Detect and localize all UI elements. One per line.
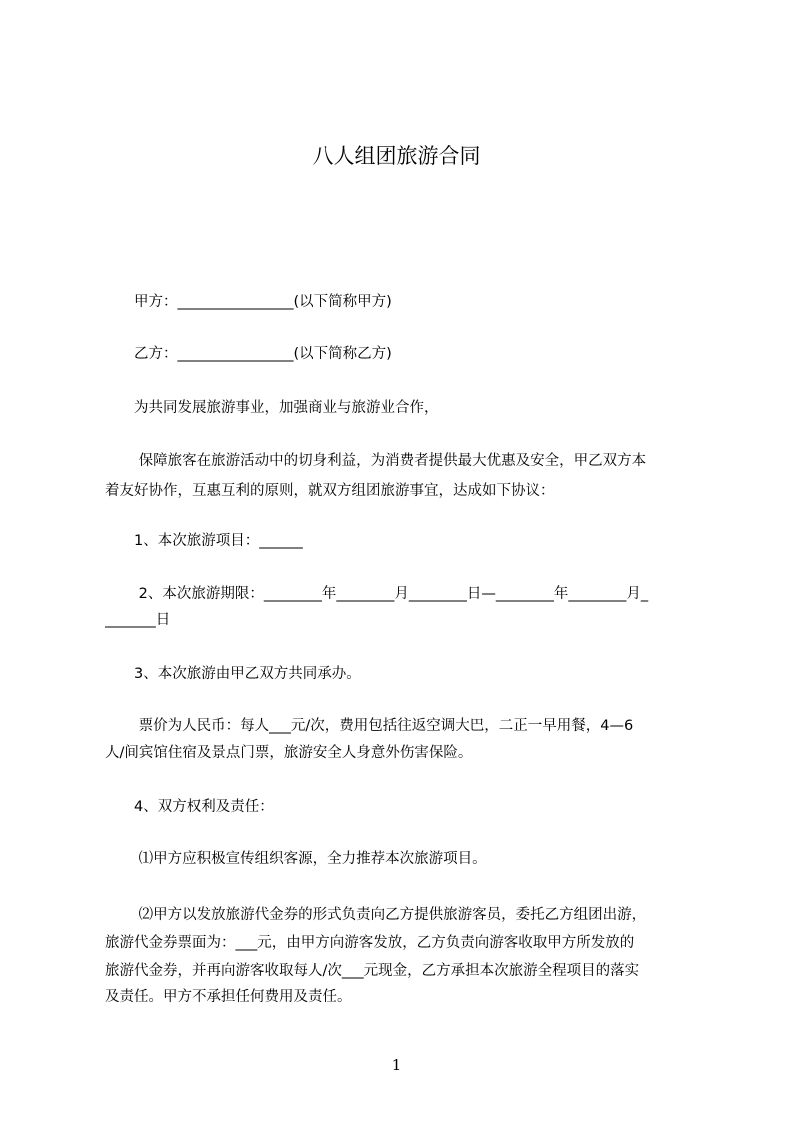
purpose-paragraph-line-2: 着友好协作，互惠互利的原则，就双方组团旅游事宜，达成如下协议： <box>105 483 555 499</box>
purpose-paragraph-line-1: 保障旅客在旅游活动中的切身利益，为消费者提供最大优惠及安全，甲乙双方本 <box>105 453 647 469</box>
clause-4-heading: 4、双方权利及责任： <box>105 799 274 815</box>
clause-4-item-2-line-2: 旅游代金券票面为：___元，由甲方向游客发放，乙方负责向游客收取甲方所发放的 <box>105 935 635 951</box>
clause-4-item-2-line-1: ⑵甲方以发放旅游代金券的形式负责向乙方提供旅游客员，委托乙方组团出游， <box>105 907 647 923</box>
price-paragraph-line-1: 票价为人民币：每人___元/次，费用包括往返空调大巴，二正一早用餐，4—6 <box>105 718 634 734</box>
clause-2-line-1: 2、本次旅游期限：________年________月________日—________年________月_ <box>105 586 649 602</box>
clause-4-item-1: ⑴甲方应积极宣传组织客源，全力推荐本次旅游项目。 <box>105 851 487 867</box>
clause-3-line: 3、本次旅游由甲乙双方共同承办。 <box>105 666 361 682</box>
clause-4-item-2-line-3: 旅游代金券，并再向游客收取每人/次___元现金，乙方承担本次旅游全程项目的落实 <box>105 963 640 979</box>
clause-1-line: 1、本次旅游项目：______ <box>105 533 303 549</box>
document-title: 八人组团旅游合同 <box>312 144 481 168</box>
clause-2-line-2: _______日 <box>105 612 171 628</box>
page-number: 1 <box>391 1056 402 1074</box>
party-a-line: 甲方：________________(以下简称甲方) <box>105 294 392 310</box>
price-paragraph-line-2: 人/间宾馆住宿及景点门票，旅游安全人身意外伤害保险。 <box>105 745 473 761</box>
party-b-line: 乙方：________________(以下简称乙方) <box>105 346 392 362</box>
clause-4-item-2-line-4: 及责任。甲方不承担任何费用及责任。 <box>105 989 352 1005</box>
purpose-line: 为共同发展旅游事业，加强商业与旅游业合作， <box>105 400 439 416</box>
